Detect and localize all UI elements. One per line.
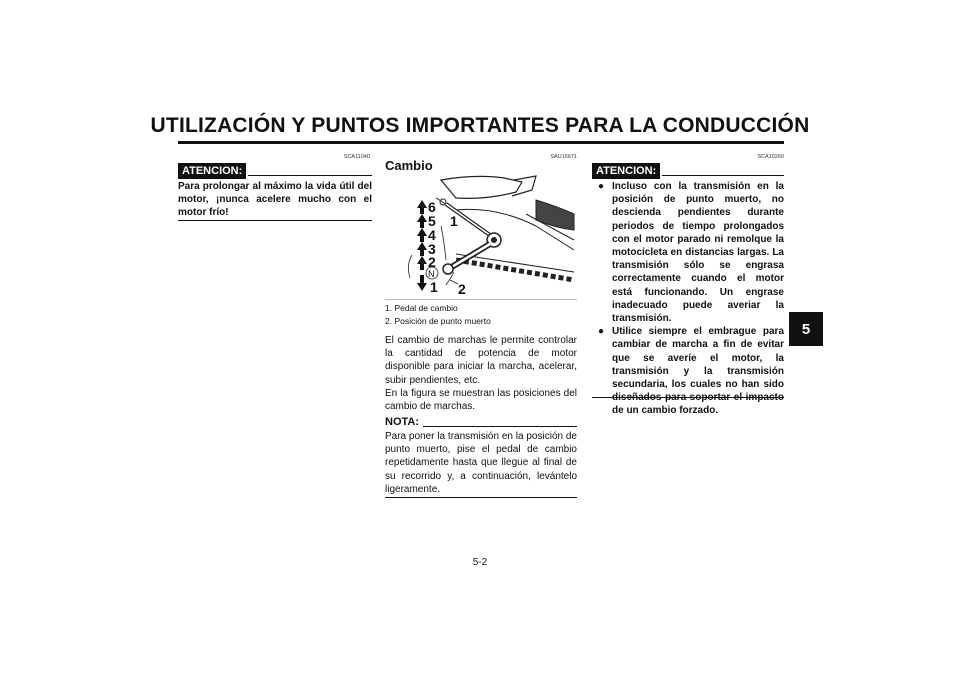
caution-header-line — [248, 175, 372, 176]
right-caution-end-rule — [592, 397, 784, 398]
page-title: UTILIZACIÓN Y PUNTOS IMPORTANTES PARA LA CONDUCCIÓN — [150, 114, 810, 137]
section-code: SAU16671 — [550, 154, 577, 160]
paragraph-2: En la figura se muestran las posiciones del cambio de marchas. — [385, 388, 577, 413]
gear-label-1: 1 — [430, 279, 438, 295]
caution-text: Para prolongar al máximo la vida útil del motor, ¡nunca acelere mucho con el motor frío! — [178, 181, 372, 219]
shift-pedal-illustration — [386, 170, 578, 302]
bullet-icon: ● — [598, 326, 605, 338]
right-caution-text — [598, 180, 784, 418]
right-caution-header-line — [662, 175, 784, 176]
caution-bullet-1: ● Incluso con la transmisión en la posición de punto muerto, no descienda pendientes durante periodos de tiempo prolongados con el motor parado ni remolque la motocicleta en distancias largas. La transmisión sólo se engrasa correctamente cuando el motor está funcionando. Un engrase inadecuado puede averiar la transmisión. — [598, 181, 784, 325]
title-rule — [178, 141, 784, 144]
right-caution-header — [592, 163, 784, 177]
paragraph-1: El cambio de marchas le permite controlar la cantidad de potencia de motor disponible para iniciar la marcha, acelerar, subir pendientes, etc. — [385, 335, 577, 386]
gear-label-5: 5 — [428, 213, 436, 229]
right-caution-code: SCA10260 — [757, 154, 784, 160]
nota-label: NOTA: — [385, 416, 420, 428]
caution-code: SCA11040 — [343, 154, 370, 160]
chapter-tab: 5 — [789, 312, 823, 346]
gear-label-2: 2 — [428, 254, 436, 270]
shift-pedal-figure — [386, 170, 578, 302]
bullet-icon: ● — [598, 181, 605, 192]
gear-label-neutral: N — [428, 269, 435, 279]
right-caution-label: ATENCION: — [592, 163, 660, 179]
caption-2: 2. Posición de punto muerto — [385, 315, 491, 326]
gear-label-3: 3 — [428, 241, 436, 257]
caption-1: 1. Pedal de cambio — [385, 303, 458, 313]
gear-label-4: 4 — [428, 227, 436, 243]
caution-label: ATENCION: — [178, 163, 246, 179]
nota-header-line — [423, 426, 577, 427]
figure-captions — [385, 302, 577, 327]
captions-rule — [385, 299, 577, 300]
page-number: 5-2 — [472, 557, 488, 568]
callout-2: 2 — [458, 281, 466, 297]
caution-bullet-list — [598, 180, 784, 418]
nota-end-rule — [385, 497, 577, 498]
callout-1: 1 — [450, 213, 458, 229]
nota-text: Para poner la transmisión en la posición de punto muerto, pise el pedal de cambio repetidamente hasta que llegue al final de su recorrido y, a continuación, levántelo ligeramente. — [385, 431, 577, 495]
section-title: Cambio — [385, 158, 433, 173]
gear-label-6: 6 — [428, 199, 436, 215]
caution-bullet-2: ● Utilice siempre el embrague para cambiar de marcha a fin de evitar que se averíe el motor, la transmisión y la transmisión secundaria, los cuales no han sido de un cambio forzado. — [598, 326, 784, 417]
caution-header — [178, 163, 372, 177]
caution-end-rule — [178, 220, 372, 221]
